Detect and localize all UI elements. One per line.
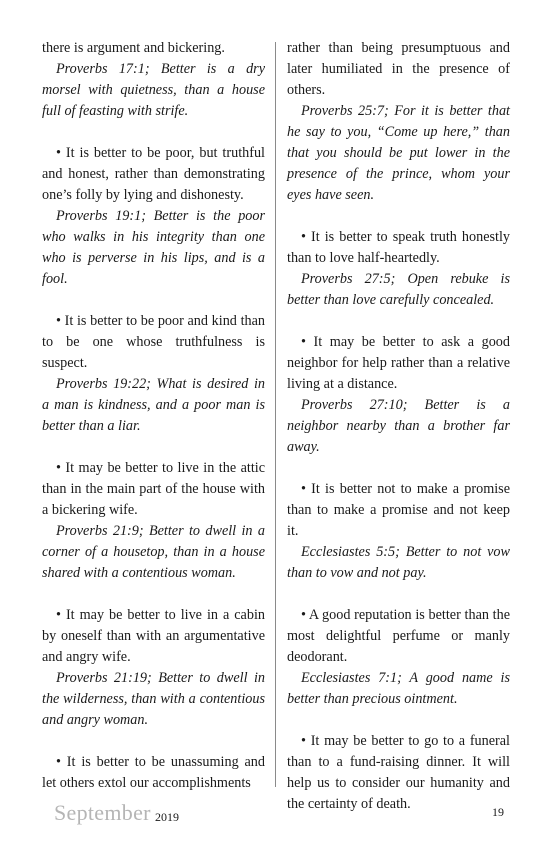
bullet-paragraph: • It may be better to live in the attic than in the main part of the house with a bickering wife. [42,460,265,518]
bullet-paragraph: • A good reputation is better than the most delightful perfume or manly deodorant. [287,607,510,665]
scripture-citation: Proverbs 21:9; Better to dwell in a corner of a housetop, than in a house shared with a contentious woman. [42,523,265,581]
paragraph-spacer [287,311,510,332]
paragraph-spacer [42,290,265,311]
scripture-citation: Proverbs 19:22; What is desired in a man is kindness, and a poor man is better than a liar. [42,376,265,434]
footer-month: September [54,800,151,825]
bullet-paragraph: • It is better to be unassuming and let others extol our accomplishments [42,754,265,791]
right-column [287,38,510,815]
left-column [42,38,265,794]
scripture-citation: Proverbs 27:5; Open rebuke is better than love carefully concealed. [287,271,510,308]
bullet-paragraph: • It may be better to live in a cabin by oneself than with an argumentative and angry wife. [42,607,265,665]
scripture-citation: Proverbs 17:1; Better is a dry morsel with quietness, than a house full of feasting with strife. [42,61,265,119]
scripture-citation: Proverbs 19:1; Better is the poor who walks in his integrity than one who is perverse in his lips, and is a fool. [42,208,265,287]
bullet-paragraph: • It is better not to make a promise than to make a promise and not keep it. [287,481,510,539]
page-footer [54,800,504,830]
continued-paragraph: rather than being presumptuous and later humiliated in the presence of others. [287,40,510,98]
bullet-paragraph: • It is better to be poor and kind than to be one whose truthfulness is suspect. [42,313,265,371]
scripture-citation: Proverbs 25:7; For it is better that he say to you, “Come up here,” than that you should be put lower in the presence of the prince, whom your eyes have seen. [287,103,510,203]
scripture-citation: Ecclesiastes 5:5; Better to not vow than to vow and not pay. [287,544,510,581]
continued-paragraph: there is argument and bickering. [42,40,225,56]
scripture-citation: Proverbs 21:19; Better to dwell in the wilderness, than with a contentious and angry woman. [42,670,265,728]
paragraph-spacer [42,437,265,458]
paragraph-spacer [287,458,510,479]
paragraph-spacer [42,122,265,143]
bullet-paragraph: • It is better to speak truth honestly than to love half-heartedly. [287,229,510,266]
paragraph-spacer [42,584,265,605]
paragraph-spacer [42,731,265,752]
paragraph-spacer [287,710,510,731]
scripture-citation: Ecclesiastes 7:1; A good name is better than precious ointment. [287,670,510,707]
footer-year: 2019 [155,810,179,824]
bullet-paragraph: • It may be better to go to a funeral than to a fund-raising dinner. It will help us to consider our humanity and the certainty of death. [287,733,510,812]
paragraph-spacer [287,584,510,605]
paragraph-spacer [287,206,510,227]
scripture-citation: Proverbs 27:10; Better is a neighbor nearby than a brother far away. [287,397,510,455]
column-divider [275,42,276,787]
bullet-paragraph: • It is better to be poor, but truthful and honest, rather than demonstrating one’s folly by lying and dishonesty. [42,145,265,203]
bullet-paragraph: • It may be better to ask a good neighbor for help rather than a relative living at a distance. [287,334,510,392]
page-number: 19 [492,805,504,819]
